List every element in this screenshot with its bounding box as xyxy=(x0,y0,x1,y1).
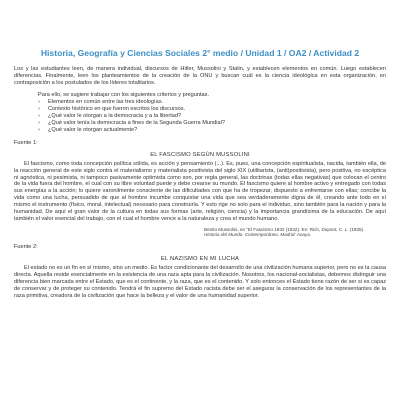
bullet-icon: › xyxy=(38,119,40,126)
question-text: ¿Qué valor le otorgan a la democracia y a la libertad? xyxy=(48,112,182,119)
source-2-label: Fuente 2: xyxy=(14,244,38,251)
list-item xyxy=(38,106,386,113)
source-1-citation xyxy=(204,227,386,238)
citation-line-2: Historia del Mundo. Contemporáneo. Madrid: Anaya. xyxy=(204,232,312,238)
source-1-label: Fuente 1: xyxy=(14,139,38,146)
source-2-text: El estado no es un fin en sí mismo, sino un medio. Es factor condicionante del desarrollo de una civilización humana superior, pero no es la causa directa. Aquella reside esencialmente en la existencia de una raza apta para la civilización. Nosotros, los nacional-socialistas, debemos distinguir una diferencia bien marcada entre el Estado, que es el continente, y la raza, que es el contenido. Y solo entonces el Estado tiene razón de ser si es capaz de conservar y de proteger su contenido. Tendrá el fin supremo del Estado racista debe ser el asegurar la conservación de los representantes de la raza primitiva, creadora de la civilización que hace la belleza y el valor de una humanidad superior. xyxy=(14,265,386,299)
source-1-text: El fascismo, como toda concepción política sólida, es acción y pensamiento (...). Es, pues, una concepción espiritualista, nacida, también ella, de la reacción general de este siglo contra el materialismo y materialista positivista del siglo XIX (utilitarista, (anti)positivista), pero positiva, no escéptica ni agnóstica, ni pesimista, ni tampoco pasivamente optimista como son, por regla general, las doctrinas (todas ellas negativas) que colocan el centro de la vida fuera del hombre, el cual con su libre voluntad puede y debe crearse su mundo. El fascismo quiere al hombre activo y entregado con todas sus energías a la acción; lo quiere varonilmente consciente de las dificultades con que ha de tropezar, dispuesto a enfrentarse con ellas; concibe la vida como una lucha, persuadido de que al hombre incumbe conquistar una vida que sea verdaderamente digna de él, creando ante todo en sí mismo el instrumento (físico, moral, intelectual) necesario para construirla. Y esto rige no solo para el individuo, sino también para la nación y para la humanidad. De aquí el gran valor de la cultura en todas sus formas (arte, religión, ciencia) y la importancia grandísima de la educación. De aquí también el valor esencial del trabajo, con el cual el hombre vence a la naturaleza y crea el mundo humano. xyxy=(14,160,386,222)
lead-text: Para ello, se sugiere trabajar con los siguientes criterios y preguntas. xyxy=(38,91,210,98)
question-text: ¿Qué valor le otorgan actualmente? xyxy=(48,126,138,133)
list-item xyxy=(38,120,386,127)
question-text: Contexto histórico en que fueron escritos los discursos. xyxy=(48,105,186,112)
bullet-icon: › xyxy=(38,112,40,119)
list-item xyxy=(38,113,386,120)
source-2-title: EL NAZISMO EN MI LUCHA xyxy=(160,256,240,263)
source-1-title: EL FASCISMO SEGÚN MUSSOLINI xyxy=(150,151,250,158)
bullet-icon: › xyxy=(38,98,40,105)
question-text: Elementos en común entre las tres ideologías. xyxy=(48,98,164,105)
intro-paragraph: Los y las estudiantes leen, de manera individual, discursos de Hitler, Mussolini y Stalin, y establecen elementos en común. Luego establecen diferencias. Finalmente, leen los planteamientos de la creación de la ONU y buscan cuál es la ciencia ideológica en esta organización, en contraposición a los postulados de los líderes totalitarios. xyxy=(14,66,386,86)
list-item xyxy=(38,99,386,106)
page-header: Historia, Geografía y Ciencias Sociales 2° medio / Unidad 1 / OA2 / Actividad 2 xyxy=(40,48,360,58)
citation-line-1: Benito Mussolini, en “El Fascismo 1932 (1932). En: Rich, Dupont, C. L. (1935). xyxy=(204,226,365,232)
question-list xyxy=(38,99,386,134)
question-text: ¿Qué valor tenía la democracia a fines de la Segunda Guerra Mundial? xyxy=(48,119,225,126)
bullet-icon: › xyxy=(38,105,40,112)
bullet-icon: › xyxy=(38,126,40,133)
list-item xyxy=(38,127,386,134)
